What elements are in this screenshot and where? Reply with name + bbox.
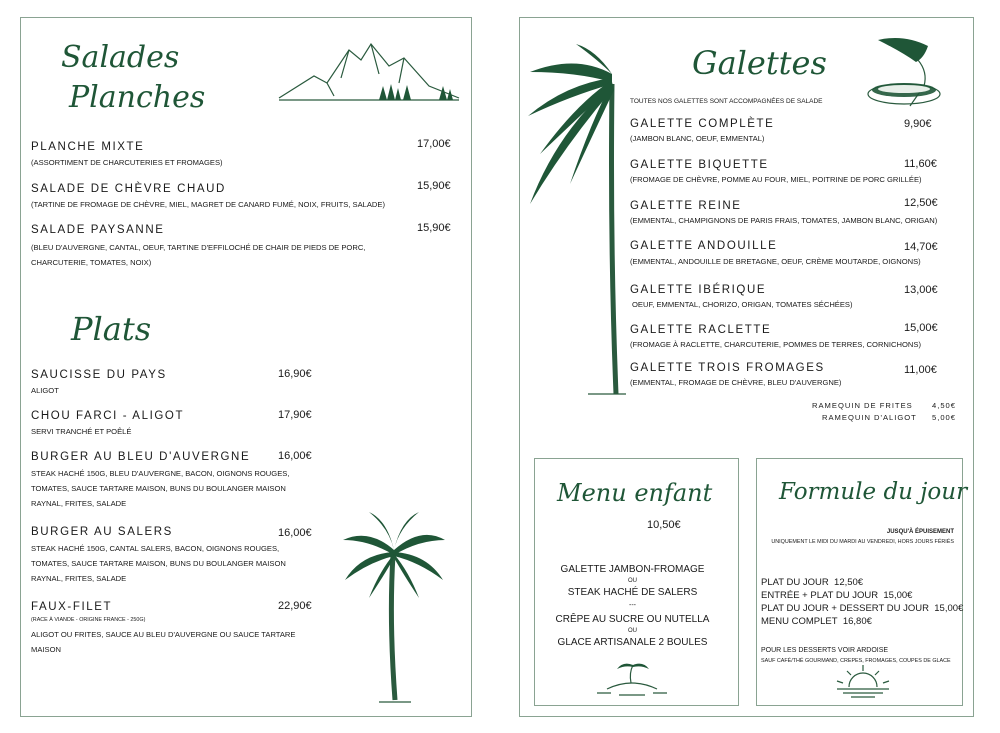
item-desc: (BLEU D'AUVERGNE, CANTAL, OEUF, TARTINE D'EFFILOCHÉ DE CHAIR DE PIEDS DE PORC, (31, 243, 366, 252)
section-title-planches: Planches (69, 80, 206, 115)
formule-row-label: MENU COMPLET (761, 616, 838, 627)
formule-title: Formule du jour (779, 479, 968, 505)
galettes-subtitle: TOUTES NOS GALETTES SONT ACCOMPAGNÉES DE SALADE (630, 98, 823, 105)
formule-row-label: PLAT DU JOUR + DESSERT DU JOUR (761, 603, 929, 614)
formule-note: UNIQUEMENT LE MIDI DU MARDI AU VENDREDI, HORS JOURS FÉRIÉS (771, 539, 954, 545)
item-desc: (JAMBON BLANC, OEUF, EMMENTAL) (630, 134, 765, 143)
item-desc: ALIGOT (31, 386, 59, 395)
formule-row-label: PLAT DU JOUR (761, 577, 829, 588)
item-origin-note: (RACE À VIANDE - ORIGINE FRANCE - 250G) (31, 617, 146, 623)
item-price: 16,00€ (278, 450, 312, 462)
formule-note: JUSQU'À ÉPUISEMENT (886, 529, 954, 535)
item-desc: CHARCUTERIE, TOMATES, NOIX) (31, 258, 152, 267)
formule-row-label: ENTRÉE + PLAT DU JOUR (761, 590, 879, 601)
item-desc: TOMATES, SAUCE TARTARE MAISON, BUNS DU BOULANGER MAISON (31, 484, 286, 493)
item-name: FAUX-FILET (31, 601, 113, 613)
item-name: GALETTE TROIS FROMAGES (630, 362, 825, 374)
extra-price: 4,50€ (932, 401, 957, 410)
item-desc: (FROMAGE À RACLETTE, CHARCUTERIE, POMMES DE TERRES, CORNICHONS) (630, 340, 921, 349)
section-title-plats: Plats (71, 310, 152, 348)
formule-row-price: 15,00€ (883, 590, 913, 601)
menu-enfant-or: OU (628, 628, 637, 634)
palm-tree-icon (526, 44, 626, 396)
extra-price: 5,00€ (932, 413, 957, 422)
item-name: GALETTE RACLETTE (630, 324, 772, 336)
item-price: 9,90€ (904, 118, 932, 130)
item-price: 15,90€ (417, 180, 451, 192)
formule-row-price: 15,00€ (934, 603, 964, 614)
item-name: GALETTE REINE (630, 200, 742, 212)
mountains-icon (279, 38, 464, 108)
menu-enfant-line: STEAK HACHÉ DE SALERS (567, 587, 698, 598)
menu-enfant-line: CRÊPE AU SUCRE OU NUTELLA (555, 614, 710, 625)
menu-enfant-or: OU (628, 578, 637, 584)
sunset-icon (835, 669, 891, 699)
item-price: 13,00€ (904, 284, 938, 296)
item-desc: STEAK HACHÉ 150G, BLEU D'AUVERGNE, BACON, OIGNONS ROUGES, (31, 469, 290, 478)
crepe-maker-icon (864, 32, 944, 112)
island-icon (597, 663, 667, 697)
item-price: 17,90€ (278, 409, 312, 421)
item-desc: (EMMENTAL, FROMAGE DE CHÈVRE, BLEU D'AUVERGNE) (630, 378, 842, 387)
item-name: CHOU FARCI - ALIGOT (31, 410, 185, 422)
item-desc: (EMMENTAL, CHAMPIGNONS DE PARIS FRAIS, TOMATES, JAMBON BLANC, ORIGAN) (630, 216, 938, 225)
item-price: 14,70€ (904, 241, 938, 253)
item-name: BURGER AU SALERS (31, 526, 173, 538)
menu-enfant-box (534, 458, 739, 706)
item-name: SALADE PAYSANNE (31, 224, 165, 236)
item-price: 22,90€ (278, 600, 312, 612)
item-desc: (ASSORTIMENT DE CHARCUTERIES ET FROMAGES) (31, 158, 223, 167)
item-price: 16,90€ (278, 368, 312, 380)
item-desc: MAISON (31, 645, 61, 654)
formule-row (761, 576, 963, 589)
formule-row (761, 589, 963, 602)
item-price: 15,90€ (417, 222, 451, 234)
menu-enfant-line: GALETTE JAMBON-FROMAGE (560, 564, 705, 575)
item-price: 15,00€ (904, 322, 938, 334)
item-desc: OEUF, EMMENTAL, CHORIZO, ORIGAN, TOMATES SÉCHÉES) (632, 300, 853, 309)
formule-row-price: 16,80€ (842, 616, 872, 627)
palm-tree-icon (339, 510, 449, 705)
menu-enfant-line: GLACE ARTISANALE 2 BOULES (557, 637, 708, 648)
formule-row (761, 602, 963, 615)
left-menu-page (20, 17, 472, 717)
item-price: 12,50€ (904, 197, 938, 209)
item-desc: RAYNAL, FRITES, SALADE (31, 499, 127, 508)
item-desc: RAYNAL, FRITES, SALADE (31, 574, 127, 583)
item-desc: (FROMAGE DE CHÈVRE, POMME AU FOUR, MIEL, POITRINE DE PORC GRILLÉE) (630, 175, 922, 184)
item-desc: (TARTINE DE FROMAGE DE CHÈVRE, MIEL, MAGRET DE CANARD FUMÉ, NOIX, FRUITS, SALADE) (31, 200, 385, 209)
item-name: SAUCISSE DU PAYS (31, 369, 167, 381)
item-desc: STEAK HACHÉ 150G, CANTAL SALERS, BACON, OIGNONS ROUGES, (31, 544, 280, 553)
item-price: 11,00€ (904, 364, 937, 376)
item-name: GALETTE IBÉRIQUE (630, 284, 767, 296)
item-price: 11,60€ (904, 158, 937, 170)
section-title-galettes: Galettes (692, 44, 827, 82)
extra-name: RAMEQUIN D'ALIGOT (822, 413, 917, 422)
item-name: GALETTE COMPLÈTE (630, 118, 775, 130)
item-name: BURGER AU BLEU D'AUVERGNE (31, 451, 251, 463)
item-desc: (EMMENTAL, ANDOUILLE DE BRETAGNE, OEUF, CRÈME MOUTARDE, OIGNONS) (630, 257, 921, 266)
menu-enfant-title: Menu enfant (557, 479, 713, 507)
formule-desserts: POUR LES DESSERTS VOIR ARDOISE (761, 647, 889, 654)
formule-row (761, 615, 963, 628)
formule-du-jour-box (756, 458, 968, 706)
section-title-salades: Salades (61, 40, 180, 75)
item-desc: SERVI TRANCHÉ ET POÊLÉ (31, 427, 132, 436)
menu-enfant-price: 10,50€ (647, 519, 681, 531)
menu-enfant-separator: --- (629, 602, 636, 609)
item-price: 16,00€ (278, 527, 312, 539)
item-desc: ALIGOT OU FRITES, SAUCE AU BLEU D'AUVERGNE OU SAUCE TARTARE (31, 630, 296, 639)
item-name: GALETTE ANDOUILLE (630, 240, 778, 252)
formule-row-price: 12,50€ (834, 577, 864, 588)
extra-name: RAMEQUIN DE FRITES (812, 401, 913, 410)
right-menu-page (519, 17, 974, 717)
item-name: PLANCHE MIXTE (31, 141, 145, 153)
item-name: SALADE DE CHÈVRE CHAUD (31, 183, 226, 195)
item-price: 17,00€ (417, 138, 451, 150)
item-name: GALETTE BIQUETTE (630, 159, 769, 171)
item-desc: TOMATES, SAUCE TARTARE MAISON, BUNS DU BOULANGER MAISON (31, 559, 286, 568)
formule-desserts-detail: SAUF CAFÉ/THÉ GOURMAND, CREPES, FROMAGES, COUPES DE GLACE (761, 658, 951, 664)
